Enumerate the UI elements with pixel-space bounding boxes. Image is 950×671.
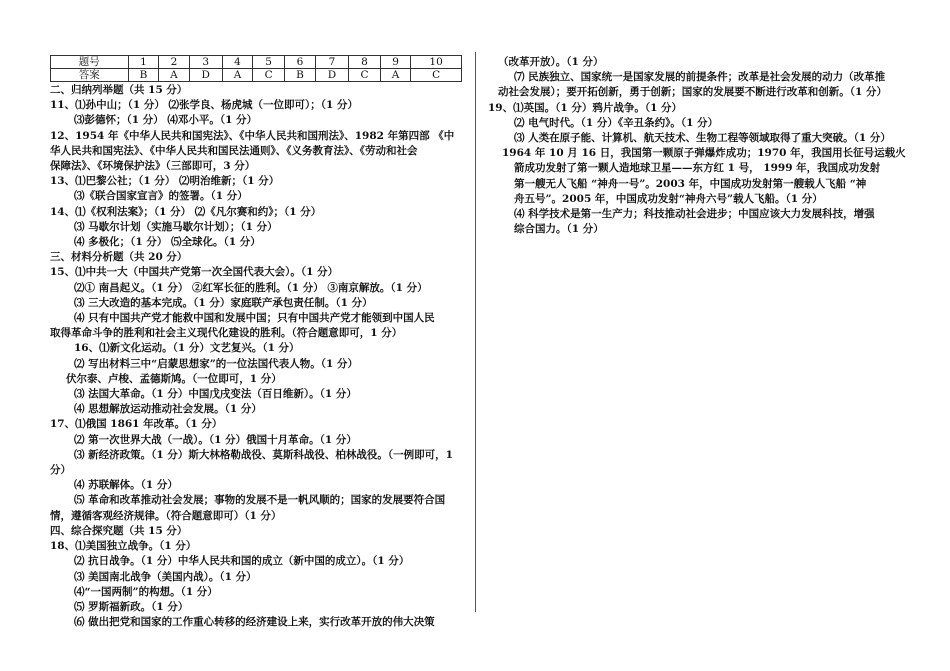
question-number-cell: 10 <box>411 56 462 69</box>
answer-line: ⑷ 苏联解体。（1 分） <box>74 479 178 492</box>
question-number-cell: 4 <box>222 56 252 69</box>
answer-line: ⑶《联合国家宣言》的签署。（1 分） <box>74 190 248 203</box>
question-number-cell: 1 <box>128 56 159 69</box>
answer-line: ⑶ 法国大革命。（1 分）中国戊戌变法（百日维新）。（1 分） <box>74 388 357 401</box>
question-number-cell: 9 <box>380 56 410 69</box>
answer-cell: A <box>222 69 252 82</box>
question-number-cell: 3 <box>189 56 222 69</box>
answer-line: ⑶ 马歇尔计划（实施马歇尔计划）；（1 分） <box>74 220 278 233</box>
answer-cell: A <box>159 69 189 82</box>
answer-line: 19、⑴英国。（1 分）鸦片战争。（1 分） <box>488 101 683 114</box>
answer-line: ⑹ 做出把党和国家的工作重心转移的经济建设上来，实行改革开放的伟大决策 <box>74 616 435 629</box>
right-answer-lines <box>488 55 906 237</box>
answer-line: 11、⑴孙中山；（1 分） ⑵张学良、杨虎城（一位即可）；（1 分） <box>50 99 358 112</box>
answer-line: ⑶ 三大改造的基本完成。（1 分）家庭联产承包责任制。（1 分） <box>74 296 373 309</box>
answer-cell: A <box>380 69 410 82</box>
answer-cell: B <box>285 69 316 82</box>
answer-line: 取得革命斗争的胜利和社会主义现代化建设的胜利。（符合题意即可，1 分） <box>50 327 403 340</box>
answer-line: 1964 年 10 月 16 日，我国第一颗原子弹爆炸成功；1970 年，我国用长征号运载火 <box>502 147 906 160</box>
question-number-cell: 6 <box>285 56 316 69</box>
answer-line: ⑷“一国两制”的构想。（1 分） <box>74 585 218 598</box>
answer-line: ⑵ 抗日战争。（1 分）中华人民共和国的成立（新中国的成立）。（1 分） <box>74 555 410 568</box>
answer-line: 保障法》、《环境保护法》（三部即可，3 分） <box>50 160 256 173</box>
answer-table-header-row <box>51 56 462 69</box>
answer-line: 舟五号”。2005 年，中国成功发射“神舟六号”载人飞船。（1 分） <box>514 192 823 205</box>
answer-line: 16、⑴新文化运动。（1 分）文艺复兴。（1 分） <box>74 342 300 355</box>
answer-line: 动社会发展）；要开拓创新，勇于创新；国家的发展要不断进行改革和创新。（1 分） <box>498 86 887 99</box>
question-number-cell: 5 <box>253 56 285 69</box>
question-number-cell: 8 <box>349 56 381 69</box>
header-label-cell: 题号 <box>51 56 129 69</box>
answer-cell: D <box>189 69 222 82</box>
column-divider <box>475 52 476 612</box>
answer-line: 17、⑴俄国 1861 年改革。（1 分） <box>50 418 223 431</box>
answer-line: 华人民共和国宪法》、《中华人民共和国民法通则》、《义务教育法》、《劳动和社会 <box>50 144 418 157</box>
answer-line: 四、综合探究题（共 15 分） <box>50 524 188 537</box>
question-number-cell: 7 <box>315 56 348 69</box>
answer-line: 分） <box>50 464 71 477</box>
answer-line: 第一艘无人飞船 “神舟一号”。2003 年，中国成功发射第一艘载人飞船 “神 <box>514 177 867 190</box>
left-answer-lines <box>50 83 465 630</box>
answer-line: 12、1954 年《中华人民共和国宪法》、《中华人民共和国刑法》、1982 年第四部 《中 <box>50 129 455 142</box>
right-column <box>488 55 906 237</box>
answer-line: 箭成功发射了第一颗人造地球卫星——东方红 1 号， 1999 年，我国成功发射 <box>514 162 881 175</box>
answer-line: ⑶ 人类在原子能、计算机、航天技术、生物工程等领域取得了重大突破。（1 分） <box>514 132 891 145</box>
answer-line: 情，遵循客观经济规律。（符合题意即可）（1 分） <box>50 509 282 522</box>
answer-cell: C <box>411 69 462 82</box>
answer-line: ⑵ 电气时代。（1 分）《辛丑条约》。（1 分） <box>514 116 719 129</box>
answer-line: ⑵① 南昌起义。（1 分） ②红军长征的胜利。（1 分） ③南京解放。（1 分） <box>74 281 428 294</box>
answer-line: ⑷ 思想解放运动推动社会发展。（1 分） <box>74 403 262 416</box>
answer-cell: B <box>128 69 159 82</box>
answer-line: ⑶彭德怀；（1 分） ⑷邓小平。（1 分） <box>74 114 258 127</box>
answer-line: ⑸ 革命和改革推动社会发展；事物的发展不是一帆风顺的；国家的发展要符合国 <box>74 494 446 507</box>
answer-line: ⑷ 只有中国共产党才能救中国和发展中国；只有中国共产党才能领到中国人民 <box>74 312 435 325</box>
answer-line: 综合国力。（1 分） <box>514 223 604 236</box>
answer-line: ⑶ 美国南北战争（美国内战）。（1 分） <box>74 570 257 583</box>
answer-cell: D <box>315 69 348 82</box>
answer-cell: C <box>349 69 381 82</box>
answer-line: 二、归纳列举题（共 15 分） <box>50 84 188 96</box>
answer-line: ⑵ 第一次世界大战（一战）。（1 分）俄国十月革命。（1 分） <box>74 433 357 446</box>
answer-table-answer-row <box>51 69 462 82</box>
answer-line: ⑷ 多极化；（1 分） ⑸全球化。（1 分） <box>74 236 261 249</box>
left-column <box>50 55 465 630</box>
answer-line: ⑷ 科学技术是第一生产力；科技推动社会进步；中国应该大力发展科技，增强 <box>514 208 875 221</box>
answer-cell: C <box>253 69 285 82</box>
answer-line: 伏尔泰、卢梭、孟德斯鸠。（一位即可，1 分） <box>66 372 282 385</box>
answer-line: 13、⑴巴黎公社；（1 分） ⑵明治维新；（1 分） <box>50 175 280 188</box>
answer-line: ⑺ 民族独立、国家统一是国家发展的前提条件；改革是社会发展的动力（改革推 <box>514 71 886 84</box>
answer-line: ⑵ 写出材料三中“启蒙思想家”的一位法国代表人物。（1 分） <box>74 357 358 370</box>
answer-line: ⑸ 罗斯福新政。（1 分） <box>74 600 189 613</box>
answer-label-cell: 答案 <box>51 69 129 82</box>
question-number-cell: 2 <box>159 56 189 69</box>
answer-line: 15、⑴中共一大（中国共产党第一次全国代表大会）。（1 分） <box>50 266 339 279</box>
answer-line: 14、⑴《权利法案》；（1 分） ⑵《凡尔赛和约》；（1 分） <box>50 205 322 218</box>
answer-table <box>50 55 462 82</box>
answer-line: （改革开放）。（1 分） <box>498 56 604 68</box>
answer-line: 三、材料分析题（共 20 分） <box>50 251 188 264</box>
answer-line: 18、⑴美国独立战争。（1 分） <box>50 540 197 553</box>
answer-line: ⑶ 新经济政策。（1 分）斯大林格勒战役、莫斯科战役、柏林战役。（一例即可，1 <box>74 448 453 461</box>
